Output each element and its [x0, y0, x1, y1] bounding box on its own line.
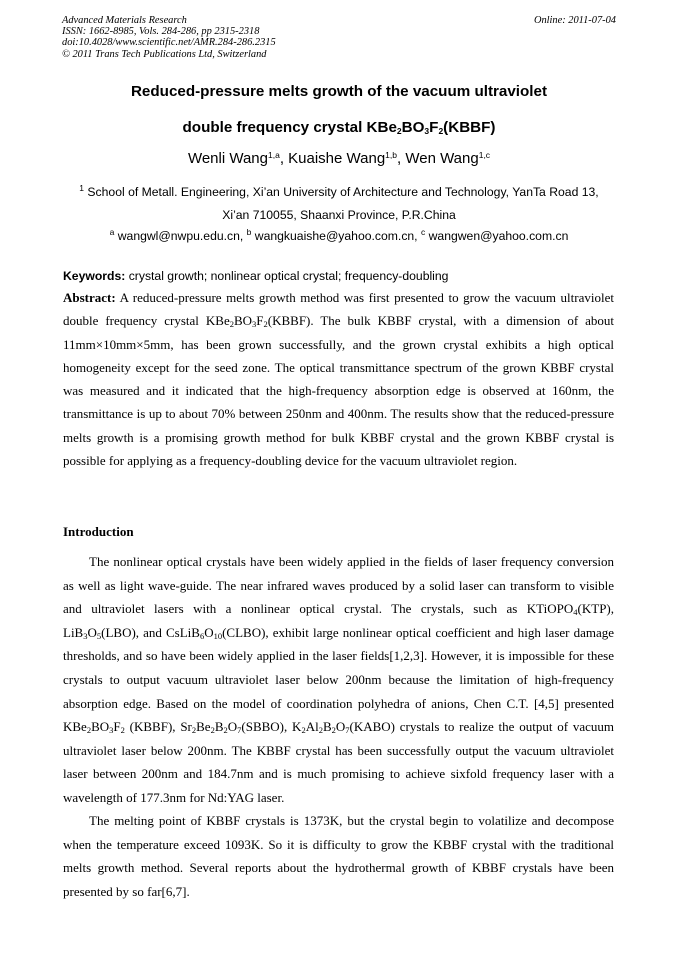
subscript: 2: [120, 725, 125, 736]
title-text: (KBBF): [443, 119, 496, 136]
subscript: 2: [210, 725, 215, 736]
email-address: wangwl@nwpu.edu.cn,: [117, 229, 244, 243]
subscript: 3: [83, 630, 88, 641]
title-subscript: 3: [424, 126, 430, 136]
author-name: Kuaishe Wang: [288, 150, 386, 167]
subscript: 2: [86, 725, 92, 736]
abstract: [63, 286, 614, 472]
paragraph-text: O: [204, 624, 214, 640]
paragraph-text: (LBO), and CsLiB: [101, 624, 200, 640]
paragraph-text: BO: [91, 719, 110, 735]
author-marker: 1,a: [267, 150, 280, 160]
paragraph-text: F: [113, 719, 121, 735]
abstract-text: (KBBF). The bulk KBBF crystal, with a dimension of about 11mm×10mm×5mm, has been grown successfully, and the grown crystal exhibits a high optical homogeneity except for the seed zone. The optical transmittance spectrum of the grown KBBF crystal was measured and it indicated that the high-frequency absorption edge is observed at 160nm, the transmittance is up to about 70% between 250nm and 400nm. The results show that the reduced-pressure melts growth is a promising growth method for bulk KBBF crystal and the grown KBBF crystal is possible for applying as a frequency-doubling device for the vacuum ultraviolet region.: [63, 313, 614, 469]
subscript: 2: [318, 725, 323, 736]
email-line: [40, 229, 638, 243]
paragraph-text: O: [227, 719, 238, 735]
paragraph-text: (SBBO), K: [241, 719, 302, 735]
author-name: Wenli Wang: [187, 150, 268, 167]
subscript: 2: [301, 725, 306, 736]
journal-name: Advanced Materials Research: [62, 15, 187, 26]
keywords-text: crystal growth; nonlinear optical crystal; frequency-doubling: [128, 269, 449, 283]
paragraph-text: (KBBF), Sr: [124, 719, 192, 735]
paragraph-text: (KABO) crystals to realize the output of vacuum ultraviolet laser below 200nm. The KBBF crystal has been successfully output the vacuum ultraviolet laser between 200nm and 184.7nm and is much promising to achieve sixfold frequency laser with a wavelength of 177.3nm for Nd:YAG laser.: [63, 719, 614, 805]
abstract-text: A reduced-pressure melts growth method was first presented to grow the vacuum ultraviolet double frequency crystal KBe: [63, 290, 614, 329]
paragraph-text: O: [335, 719, 346, 735]
subscript: 5: [96, 630, 102, 641]
subscript: 4: [573, 607, 578, 618]
paragraph-text: Be: [196, 719, 211, 735]
paragraph-text: (KTP), LiB: [63, 601, 614, 640]
copyright-line: © 2011 Trans Tech Publications Ltd, Switzerland: [62, 48, 267, 60]
abstract-label: Abstract:: [63, 290, 116, 305]
title-text: BO: [401, 119, 425, 136]
paragraph-text: The nonlinear optical crystals have been widely applied in the fields of laser frequency conversion as well as light wave-guide. The near infrared waves produced by a solid laser can transform to visible and ultraviolet lasers with a nonlinear optical crystal. The crystals, such as KTiOPO: [63, 554, 614, 617]
keywords: [63, 269, 615, 283]
subscript: 3: [109, 725, 114, 736]
journal-header: [62, 15, 616, 60]
abstract-text: F: [256, 313, 264, 329]
affiliation-text: School of Metall. Engineering, Xi’an University of Architecture and Technology, YanTa Road 13,: [87, 185, 599, 199]
subscript: 2: [263, 319, 268, 330]
author-marker: 1,b: [385, 150, 397, 160]
subscript: 2: [191, 725, 197, 736]
affiliation-line-1: [40, 185, 638, 199]
email-marker: b: [246, 227, 252, 237]
title-text: F: [429, 119, 439, 136]
introduction-paragraph-2: The melting point of KBBF crystals is 1373K, but the crystal begin to volatilize and decompose when the temperature exceed 1093K. So it is difficulty to grow the KBBF crystal with the traditional melts growth method. Several reports about the hydrothermal growth of KBBF crystals have been presented by so far[6,7].: [63, 813, 614, 899]
doi-line: doi:10.4028/www.scientific.net/AMR.284-286.2315: [62, 37, 276, 49]
paragraph-text: Al: [305, 719, 319, 735]
subscript: 6: [199, 630, 205, 641]
title-subscript: 2: [438, 126, 444, 136]
subscript: 7: [345, 725, 350, 736]
introduction-paragraph-1: [63, 550, 614, 810]
email-marker: a: [109, 227, 115, 237]
subscript: 10: [213, 630, 223, 641]
author-marker: 1,c: [478, 150, 491, 160]
section-heading-introduction: Introduction: [63, 524, 134, 539]
subscript: 2: [223, 725, 228, 736]
paragraph-text: B: [214, 719, 224, 735]
paper-title-line-1: Reduced-pressure melts growth of the vacuum ultraviolet: [130, 83, 548, 100]
author-name: Wen Wang: [405, 150, 479, 167]
email-address: wangwen@yahoo.com.cn: [428, 229, 569, 243]
issn-line: ISSN: 1662-8985, Vols. 284-286, pp 2315-2318: [62, 26, 260, 38]
subscript: 3: [252, 319, 257, 330]
abstract-text: BO: [233, 313, 253, 329]
author-separator: ,: [397, 150, 406, 167]
subscript: 7: [237, 725, 242, 736]
affiliation-marker: 1: [79, 183, 85, 193]
paragraph-text: O: [87, 624, 97, 640]
paper-title-line-2: [40, 119, 638, 136]
author-separator: ,: [279, 150, 289, 167]
author-list: [40, 150, 638, 167]
online-date: Online: 2011-07-04: [533, 15, 616, 26]
paragraph-text: B: [322, 719, 332, 735]
title-text: double frequency crystal KBe: [182, 119, 397, 136]
subscript: 2: [331, 725, 336, 736]
subscript: 2: [229, 319, 234, 330]
email-address: wangkuaishe@yahoo.com.cn,: [254, 229, 418, 243]
affiliation-line-2: Xi’an 710055, Shaanxi Province, P.R.China: [222, 208, 456, 222]
keywords-label: Keywords:: [63, 269, 126, 283]
email-marker: c: [420, 227, 426, 237]
title-subscript: 2: [396, 126, 402, 136]
paragraph-text: (CLBO), exhibit large nonlinear optical coefficient and high laser damage thresholds, and so have been widely applied in the laser fields[1,2,3]. However, it is impossible for these crystals to output vacuum ultraviolet laser below 200nm because the limitation of high-frequency absorption edge. Based on the model of coordination polyhedra of anions, Chen C.T. [4,5] presented KBe: [63, 624, 614, 735]
